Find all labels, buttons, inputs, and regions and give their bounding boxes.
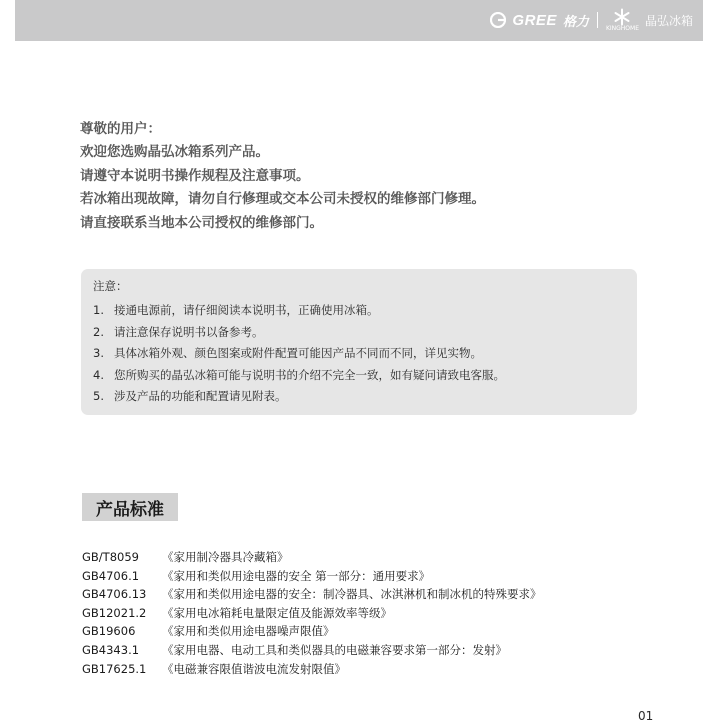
brand-name: 晶弘冰箱 — [644, 13, 693, 28]
notice-item-text: 接通电源前，请仔细阅读本说明书，正确使用冰箱。 — [114, 303, 379, 317]
greeting-line: 请遵守本说明书操作规程及注意事项。 — [80, 167, 310, 184]
standard-title: 《家用制冷器具冷藏箱》 — [162, 550, 289, 564]
page-number: 01 — [638, 709, 654, 723]
notice-item — [93, 322, 633, 344]
greeting-line: 若冰箱出现故障，请勿自行修理或交本公司未授权的维修部门修理。 — [80, 191, 485, 208]
standard-code: GB4706.1 — [82, 568, 140, 583]
standard-row — [82, 622, 702, 641]
standard-title: 《家用电冰箱耗电量限定值及能源效率等级》 — [162, 605, 392, 620]
notice-item-number: 3. — [93, 346, 104, 360]
brand-gree-zh: 格力 — [562, 14, 589, 30]
notice-item-number: 5. — [93, 389, 104, 403]
greeting-block — [80, 118, 680, 235]
brand-divider — [597, 12, 598, 28]
greeting-salutation: 尊敬的用户： — [80, 121, 161, 137]
notice-item-text: 请注意保存说明书以备参考。 — [114, 324, 264, 339]
greeting-line: 请直接联系当地本公司授权的维修部门。 — [80, 214, 323, 231]
brand-kinghome: KINGHOME — [605, 25, 639, 32]
standard-row — [82, 585, 702, 604]
standard-title: 《家用和类似用途电器的安全：制冷器具、冰淇淋机和制冰机的特殊要求》 — [162, 587, 542, 602]
notice-item-text: 涉及产品的功能和配置请见附表。 — [114, 389, 287, 403]
notice-item — [93, 343, 633, 365]
standard-row — [82, 567, 702, 586]
standard-code: GB4706.13 — [82, 587, 147, 602]
greeting-line: 欢迎您选购晶弘冰箱系列产品。 — [80, 144, 269, 161]
standard-title: 《家用和类似用途电器噪声限值》 — [162, 624, 335, 639]
standards-list — [82, 548, 702, 678]
notice-title: 注意： — [93, 279, 128, 293]
standard-title: 《家用和类似用途电器的安全 第一部分：通用要求》 — [162, 568, 431, 583]
notice-list — [93, 300, 633, 408]
standard-row — [82, 548, 702, 567]
standard-code: GB/T8059 — [82, 550, 139, 564]
kinghome-logo — [606, 8, 639, 32]
standard-row — [82, 641, 702, 660]
standard-title: 《电磁兼容限值谐波电流发射限值》 — [162, 661, 346, 676]
standard-code: GB19606 — [82, 624, 136, 639]
standard-row — [82, 604, 702, 623]
notice-item-text: 您所购买的晶弘冰箱可能与说明书的介绍不完全一致，如有疑问请致电客服。 — [114, 367, 505, 382]
section-heading-product-standards: 产品标准 — [82, 493, 178, 521]
brand-logo — [490, 6, 693, 34]
notice-item — [93, 300, 633, 322]
notice-item — [93, 386, 633, 408]
notice-item — [93, 365, 633, 387]
notice-item-number: 4. — [93, 367, 104, 382]
standard-code: GB12021.2 — [82, 605, 147, 620]
notice-box — [81, 269, 637, 415]
standard-row — [82, 660, 702, 679]
notice-item-text: 具体冰箱外观、颜色图案或附件配置可能因产品不同而不同，详见实物。 — [114, 346, 482, 360]
gree-swirl-icon — [490, 12, 506, 28]
notice-item-number: 2. — [93, 324, 104, 339]
standard-title: 《家用电器、电动工具和类似器具的电磁兼容要求第一部分：发射》 — [162, 642, 507, 657]
brand-gree: GREE — [512, 11, 557, 29]
notice-item-number: 1. — [93, 303, 104, 317]
header-bar — [15, 0, 703, 41]
standard-code: GB4343.1 — [82, 642, 140, 657]
standard-code: GB17625.1 — [82, 661, 147, 676]
snowflake-icon — [613, 8, 631, 26]
